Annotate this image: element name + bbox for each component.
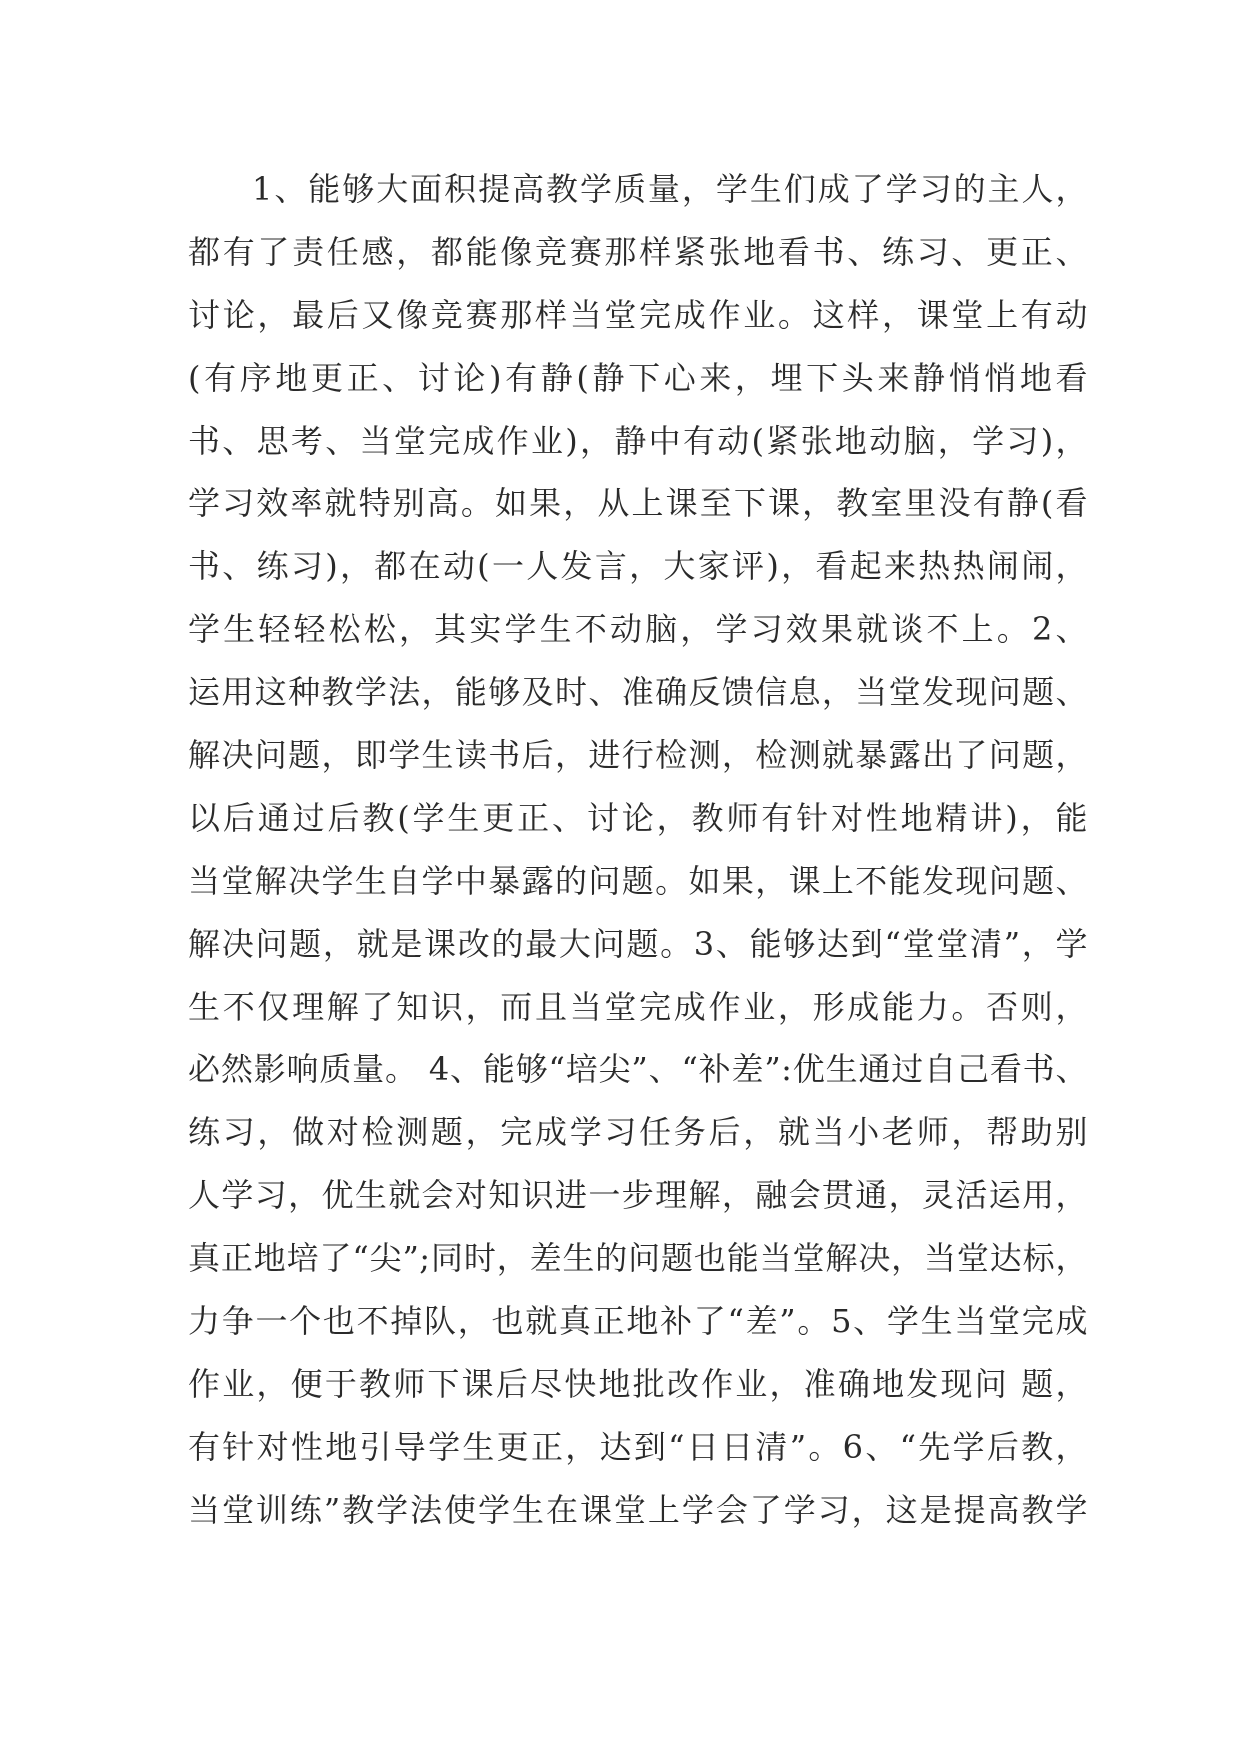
text-line: 1、能够大面积提高教学质量，学生们成了学习的主人，	[252, 170, 1088, 208]
text-line: 学生轻轻松松，其实学生不动脑，学习效果就谈不上。2、	[188, 610, 1088, 649]
text-line: 人学习，优生就会对知识进一步理解，融会贯通，灵活运用，	[188, 1176, 1088, 1215]
text-line: 作业，便于教师下课后尽快地批改作业，准确地发现问 题，	[188, 1364, 1088, 1403]
text-line: 学习效率就特别高。如果，从上课至下课，教室里没有静(看	[188, 484, 1088, 523]
text-line: 真正地培了“尖”;同时，差生的问题也能当堂解决，当堂达标，	[188, 1239, 1088, 1278]
text-line: 书、练习)，都在动(一人发言，大家评)，看起来热热闹闹，	[188, 547, 1088, 586]
text-line: 解决问题，就是课改的最大问题。3、能够达到“堂堂清”，学	[188, 924, 1088, 963]
text-line: 练习，做对检测题，完成学习任务后，就当小老师，帮助别	[188, 1113, 1088, 1152]
text-line: (有序地更正、讨论)有静(静下心来，埋下头来静悄悄地看	[188, 358, 1088, 397]
text-line: 讨论，最后又像竞赛那样当堂完成作业。这样，课堂上有动	[188, 295, 1088, 334]
text-line: 解决问题，即学生读书后，进行检测，检测就暴露出了问题，	[188, 736, 1088, 775]
text-line: 力争一个也不掉队，也就真正地补了“差”。5、学生当堂完成	[188, 1302, 1088, 1341]
text-line: 书、思考、当堂完成作业)，静中有动(紧张地动脑，学习)，	[188, 421, 1088, 460]
text-line: 当堂解决学生自学中暴露的问题。如果，课上不能发现问题、	[188, 861, 1088, 900]
text-line: 生不仅理解了知识，而且当堂完成作业，形成能力。否则，	[188, 987, 1088, 1026]
text-line: 当堂训练”教学法使学生在课堂上学会了学习，这是提高教学	[188, 1490, 1088, 1529]
text-line: 运用这种教学法，能够及时、准确反馈信息，当堂发现问题、	[188, 673, 1088, 712]
text-line: 有针对性地引导学生更正，达到“日日清”。6、“先学后教，	[188, 1427, 1088, 1466]
text-line: 必然影响质量。 4、能够“培尖”、“补差”:优生通过自己看书、	[188, 1050, 1088, 1089]
text-line: 以后通过后教(学生更正、讨论，教师有针对性地精讲)，能	[188, 798, 1088, 837]
body-paragraph	[188, 158, 1088, 1542]
text-line: 都有了责任感，都能像竞赛那样紧张地看书、练习、更正、	[188, 232, 1088, 271]
